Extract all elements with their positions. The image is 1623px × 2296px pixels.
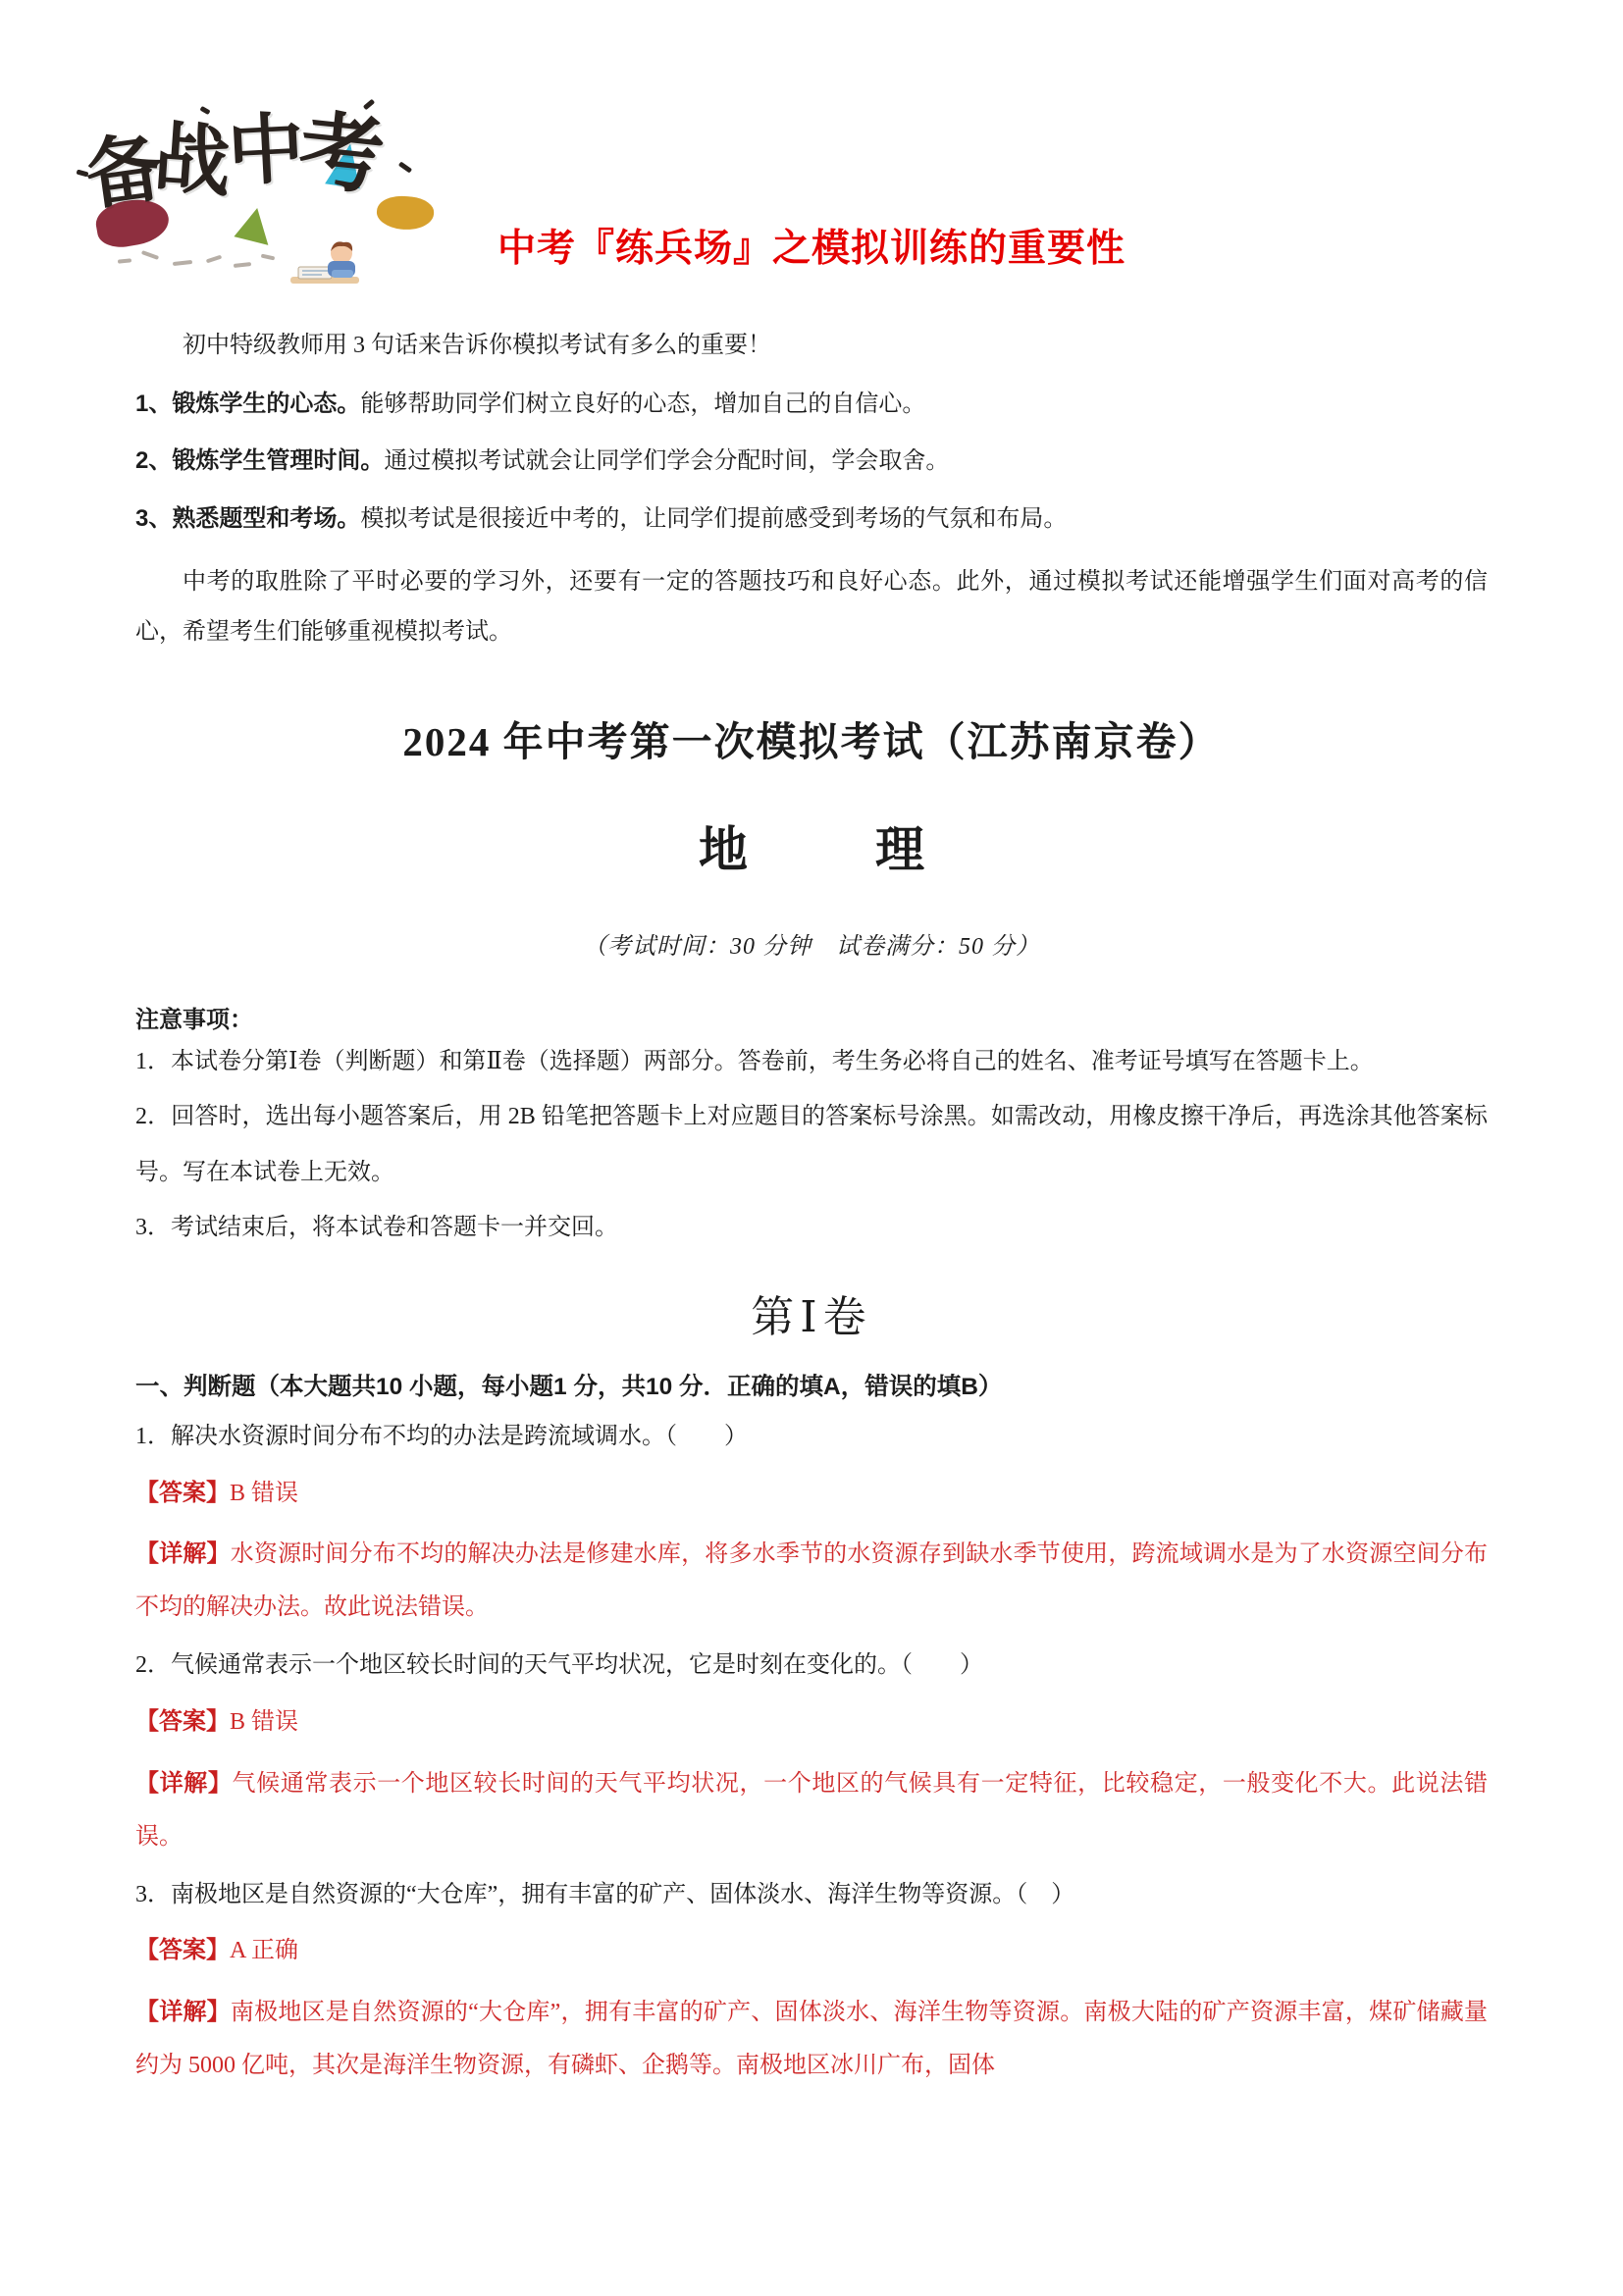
intro-point-3-bold: 3、熟悉题型和考场。 xyxy=(135,504,361,532)
question-2-text: 2．气候通常表示一个地区较长时间的天气平均状况，它是时刻在变化的。（ ） xyxy=(135,1652,983,1679)
intro-point-2-bold: 2、锻炼学生管理时间。 xyxy=(135,447,385,475)
intro-point-3-rest: 模拟考试是很接近中考的，让同学们提前感受到考场的气氛和布局。 xyxy=(360,505,1068,532)
note-3: 3．考试结束后，将本试卷和答题卡一并交回。 xyxy=(135,1215,618,1241)
question-1-detail: 水资源时间分布不均的解决办法是修建水库，将多水季节的水资源存到缺水季节使用，跨流域调水是为了水资源空间分布不均的解决办法。故此说法错误。 xyxy=(135,1541,1489,1621)
detail-label: 【详解】 xyxy=(135,1999,231,2025)
intro-point-1 xyxy=(135,386,1488,423)
notes-label: 注意事项： xyxy=(135,1006,253,1033)
intro-lead: 初中特级教师用 3 句话来告诉你模拟考试有多么的重要！ xyxy=(183,333,771,358)
logo-tagline-decoration xyxy=(118,241,412,294)
logo-green-triangle xyxy=(234,204,276,245)
note-2: 2．回答时，选出每小题答案后，用 2B 铅笔把答题卡上对应题目的答案标号涂黑。如需改动，用橡皮擦干净后，再选涂其他答案标号。写在本试卷上无效。 xyxy=(135,1104,1488,1185)
question-3-detail: 南极地区是自然资源的“大仓库”，拥有丰富的矿产、固体淡水、海洋生物等资源。南极大陆的矿产资源丰富，煤矿储藏量约为 5000 亿吨，其次是海洋生物资源，有磷虾、企鹅等。南极地区冰川广布，固体 xyxy=(135,1999,1488,2078)
question-2-detail-line xyxy=(135,1757,1488,1863)
answer-label: 【答案】 xyxy=(135,1938,230,1964)
intro-closing: 中考的取胜除了平时必要的学习外，还要有一定的答题技巧和良好心态。此外，通过模拟考试还能增强学生们面对高考的信心，希望考生们能够重视模拟考试。 xyxy=(135,568,1488,646)
intro-point-1-bold: 1、锻炼学生的心态。 xyxy=(135,391,361,418)
intro-block xyxy=(135,328,1488,658)
doc-title: 中考『练兵场』之模拟训练的重要性 xyxy=(497,228,1126,270)
detail-label: 【详解】 xyxy=(135,1541,231,1568)
exam-title: 2024 年中考第一次模拟考试（江苏南京卷） xyxy=(402,718,1221,764)
detail-label: 【详解】 xyxy=(135,1770,233,1797)
beizhan-zhongkao-logo xyxy=(79,102,406,288)
section-title: 一、判断题（本大题共10 小题，每小题1 分，共10 分．正确的填A，错误的填B） xyxy=(135,1373,1003,1400)
part-title: 第Ⅰ卷 xyxy=(751,1292,872,1341)
intro-point-1-rest: 能够帮助同学们树立良好的心态，增加自己的自信心。 xyxy=(360,391,926,418)
question-3-answer: A 正确 xyxy=(230,1938,299,1964)
intro-point-3 xyxy=(135,500,1488,538)
question-3-answer-line xyxy=(135,1929,1488,1974)
studying-kid-icon xyxy=(287,237,363,288)
intro-point-2 xyxy=(135,443,1488,480)
question-3-text: 3．南极地区是自然资源的“大仓库”，拥有丰富的矿产、固体淡水、海洋生物等资源。（ ） xyxy=(135,1881,1075,1907)
subject-title: 地 理 xyxy=(699,821,964,877)
note-1: 1．本试卷分第Ⅰ卷（判断题）和第Ⅱ卷（选择题）两部分。答卷前，考生务必将自己的姓名、准考证号填写在答题卡上。 xyxy=(135,1048,1374,1074)
question-1-detail-line xyxy=(135,1528,1488,1634)
question-2-detail: 气候通常表示一个地区较长时间的天气平均状况，一个地区的气候具有一定特征，比较稳定，一般变化不大。此说法错误。 xyxy=(135,1770,1489,1850)
question-2-answer-line xyxy=(135,1700,1488,1746)
question-2-answer: B 错误 xyxy=(230,1709,299,1736)
answer-label: 【答案】 xyxy=(135,1709,230,1736)
question-3-detail-line xyxy=(135,1986,1488,2092)
question-1-text: 1．解决水资源时间分布不均的办法是跨流域调水。（ ） xyxy=(135,1424,748,1450)
question-1-answer-line xyxy=(135,1472,1488,1517)
question-1-answer: B 错误 xyxy=(230,1480,299,1506)
logo-text: 备战中考 xyxy=(79,102,385,220)
answer-label: 【答案】 xyxy=(135,1480,230,1506)
intro-point-2-rest: 通过模拟考试就会让同学们学会分配时间，学会取舍。 xyxy=(384,448,950,475)
exam-meta: （考试时间：30 分钟 试卷满分：50 分） xyxy=(583,933,1040,960)
